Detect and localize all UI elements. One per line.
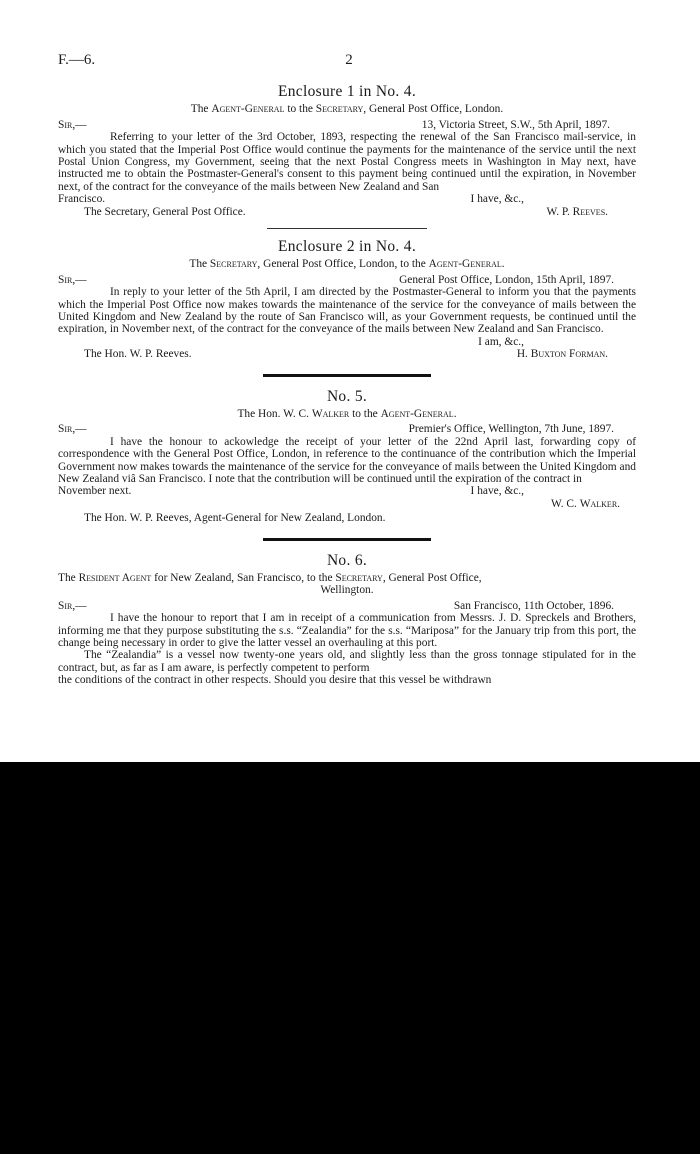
- intro-text: , General Post Office, London, to the: [257, 258, 429, 271]
- intro-text: to the: [284, 103, 316, 116]
- enclosure-2-intro: [58, 258, 636, 270]
- intro-recipient: Secretary: [315, 103, 364, 116]
- letter-body: In reply to your letter of the 5th April, I am directed by the Postmaster-General to inform you that the payments which the Imperial Post Office now makes towards the maintenance of the service for the conveyance of mails between the United Kingdom and New Zealand by the route of San Francisco will, as your Government requests, be continued until the expiration, in November next, of the contract for the conveyance of the mails between New Zealand and San Francisco.: [58, 286, 636, 336]
- redacted-black-area: [0, 762, 700, 1154]
- signature-surname: Buxton Forman.: [530, 348, 608, 361]
- salutation-line: [58, 119, 636, 131]
- no-5-letter: [58, 387, 636, 525]
- letters-column: [58, 83, 636, 687]
- closing-row: [58, 193, 636, 205]
- page-header: [58, 52, 640, 72]
- addressee: The Hon. W. P. Reeves, Agent-General for New Zealand, London.: [84, 512, 386, 525]
- divider-thin: [267, 228, 427, 229]
- body-last-line: Francisco.: [58, 193, 106, 206]
- intro-sender: Resident Agent: [78, 572, 152, 585]
- divider-thick: [263, 538, 431, 541]
- intro-recipient: Agent-General: [380, 408, 454, 421]
- salutation: Sir,—: [58, 118, 87, 131]
- enclosure-1-heading: Enclosure 1 in No. 4.: [277, 83, 417, 100]
- closing-row: [58, 336, 636, 348]
- signature: [551, 498, 620, 510]
- no-5-heading: No. 5.: [326, 387, 368, 405]
- signature-surname: Walker.: [579, 497, 620, 510]
- signature-row: [58, 498, 636, 510]
- intro-text: The: [189, 258, 210, 271]
- intro-sender: Secretary: [209, 258, 258, 271]
- closing-row: [58, 485, 636, 497]
- sender-address: 13, Victoria Street, S.W., 5th April, 1897.: [421, 118, 610, 131]
- signature-initials: H.: [516, 348, 531, 361]
- signature: [517, 348, 608, 360]
- signature-surname: Reeves.: [572, 205, 608, 218]
- body-last-line: November next.: [58, 485, 132, 498]
- sender-address: San Francisco, 11th October, 1896.: [453, 599, 614, 612]
- no-6-intro: [58, 572, 636, 584]
- page-number: 2: [345, 52, 353, 68]
- letter-body: Referring to your letter of the 3rd October, 1893, respecting the renewal of the San Francisco mail-service, in which you stated that the Imperial Post Office would continue the payments for the maintenance of the service until the next Postal Union Congress, my Government, seeing that the next Postal Congress meets in Washington in May next, have instructed me to obtain the Postmaster-General's consent to this payment being continued until the expiration, in November next, of the contract for the conveyance of the mails between New Zealand and San: [58, 131, 636, 193]
- intro-text: for New Zealand, San Francisco, to the: [151, 572, 336, 585]
- divider-thick: [263, 374, 431, 377]
- closing: I am, &c.,: [478, 335, 524, 348]
- intro-text: The Hon. W. C.: [237, 408, 312, 421]
- sender-address: General Post Office, London, 15th April, 1897.: [399, 273, 614, 286]
- signature: [546, 206, 608, 218]
- no-6-heading: No. 6.: [326, 551, 368, 569]
- intro-text: .: [453, 408, 457, 421]
- enclosure-2-heading: Enclosure 2 in No. 4.: [277, 238, 417, 256]
- no-6-intro-continued: Wellington.: [320, 584, 374, 597]
- intro-text: , General Post Office, London.: [363, 103, 504, 116]
- no-6-letter: [58, 551, 636, 687]
- intro-sender: Agent-General: [211, 103, 285, 116]
- enclosure-1-intro: [58, 103, 636, 115]
- salutation: Sir,—: [58, 423, 87, 436]
- closing: I have, &c.,: [470, 193, 524, 206]
- addressee: The Secretary, General Post Office.: [84, 205, 246, 218]
- sender-address: Premier's Office, Wellington, 7th June, 1897.: [408, 423, 614, 436]
- intro-text: , General Post Office,: [382, 572, 482, 585]
- paper-reference: F.—6.: [58, 52, 96, 68]
- salutation: Sir,—: [58, 599, 87, 612]
- intro-text: .: [501, 258, 505, 271]
- enclosure-1-letter: [58, 83, 636, 218]
- intro-text: The: [58, 572, 79, 585]
- salutation-line: [58, 600, 636, 612]
- intro-recipient: Agent-General: [428, 258, 502, 271]
- signature-initials: W. P.: [546, 205, 573, 218]
- no-5-intro: [58, 408, 636, 420]
- letter-paragraph-2: The “Zealandia” is a vessel now twenty-one years old, and slightly less than the gross tonnage stipulated for in the contract, but, as far as I am aware, is perfectly competent to perform: [58, 649, 636, 674]
- signature-row: [58, 348, 636, 360]
- closing: I have, &c.,: [470, 485, 524, 498]
- salutation-line: [58, 274, 636, 286]
- intro-recipient: Secretary: [335, 572, 383, 585]
- salutation: Sir,—: [58, 273, 87, 286]
- signature-initials: W. C.: [551, 497, 580, 510]
- letter-paragraph-2-cut-line: the conditions of the contract in other respects. Should you desire that this vessel be withdrawn: [58, 674, 492, 687]
- intro-text: to the: [349, 408, 381, 421]
- intro-sender: Walker: [311, 408, 350, 421]
- enclosure-2-letter: [58, 238, 636, 361]
- letter-body: I have the honour to ackowledge the receipt of your letter of the 22nd April last, forwarding copy of correspondence with the General Post Office, London, in reference to the continuance of the contribution which the Imperial Government now makes towards the maintenance of the service for the conveyance of mails between the United Kingdom and New Zealand viâ San Francisco. I note that the contribution will be continued until the expiration of the contract in: [58, 435, 636, 486]
- intro-text: The: [190, 103, 212, 116]
- signature-row: [58, 206, 636, 218]
- salutation-line: [58, 423, 636, 435]
- letter-paragraph-1: I have the honour to report that I am in receipt of a communication from Messrs. J. D. Spreckels and Brothers, informing me that they purpose substituting the s.s. “Zealandia” for the s.s. “Mariposa” for the January trip from this port, the change being necessary in order to give the latter vessel an overhauling at this port.: [58, 612, 636, 650]
- addressee: The Hon. W. P. Reeves.: [84, 348, 192, 361]
